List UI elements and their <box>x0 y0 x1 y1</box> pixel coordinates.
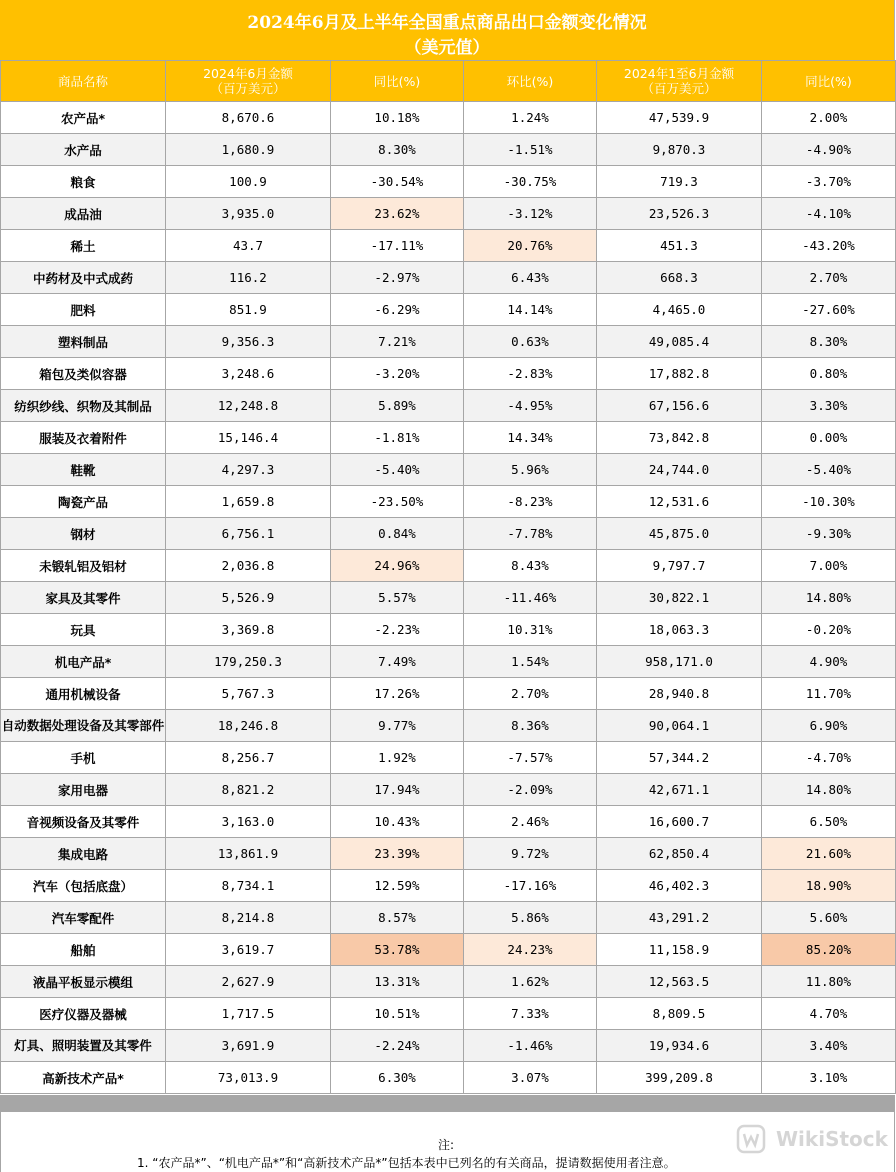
cell-jun-amount: 5,526.9 <box>166 582 331 614</box>
cell-jun-amount: 73,013.9 <box>166 1062 331 1094</box>
cell-jun-amount: 4,297.3 <box>166 454 331 486</box>
cell-name: 机电产品* <box>1 646 166 678</box>
cell-name: 音视频设备及其零件 <box>1 806 166 838</box>
cell-jun-mom: -11.46% <box>464 582 597 614</box>
header-row <box>1 61 896 102</box>
cell-h1-yoy: -27.60% <box>762 294 896 326</box>
table-row <box>1 358 896 390</box>
cell-jun-mom: 2.46% <box>464 806 597 838</box>
cell-jun-mom: 20.76% <box>464 230 597 262</box>
cell-name: 钢材 <box>1 518 166 550</box>
cell-jun-yoy: 10.18% <box>331 102 464 134</box>
cell-h1-amount: 42,671.1 <box>597 774 762 806</box>
cell-name: 水产品 <box>1 134 166 166</box>
watermark <box>736 1122 886 1158</box>
cell-jun-yoy: 17.26% <box>331 678 464 710</box>
cell-h1-yoy: 0.80% <box>762 358 896 390</box>
cell-h1-yoy: 21.60% <box>762 838 896 870</box>
cell-h1-amount: 73,842.8 <box>597 422 762 454</box>
cell-jun-yoy: 1.92% <box>331 742 464 774</box>
cell-h1-amount: 28,940.8 <box>597 678 762 710</box>
cell-h1-yoy: 14.80% <box>762 582 896 614</box>
cell-jun-yoy: -30.54% <box>331 166 464 198</box>
table-row <box>1 326 896 358</box>
cell-h1-amount: 451.3 <box>597 230 762 262</box>
cell-h1-yoy: -0.20% <box>762 614 896 646</box>
cell-h1-amount: 23,526.3 <box>597 198 762 230</box>
cell-name: 汽车零配件 <box>1 902 166 934</box>
table-row <box>1 422 896 454</box>
header-h1-amount: 2024年1至6月金额 （百万美元） <box>597 61 762 102</box>
table-row <box>1 678 896 710</box>
cell-jun-amount: 9,356.3 <box>166 326 331 358</box>
table-row <box>1 902 896 934</box>
cell-jun-mom: 6.43% <box>464 262 597 294</box>
cell-h1-yoy: 11.70% <box>762 678 896 710</box>
cell-jun-yoy: 7.49% <box>331 646 464 678</box>
cell-jun-mom: 14.34% <box>464 422 597 454</box>
table-row <box>1 710 896 742</box>
cell-jun-yoy: 7.21% <box>331 326 464 358</box>
header-jun-amount: 2024年6月金额 （百万美元） <box>166 61 331 102</box>
cell-h1-amount: 49,085.4 <box>597 326 762 358</box>
cell-name: 农产品* <box>1 102 166 134</box>
cell-h1-amount: 45,875.0 <box>597 518 762 550</box>
cell-name: 船舶 <box>1 934 166 966</box>
cell-jun-yoy: -5.40% <box>331 454 464 486</box>
cell-h1-amount: 62,850.4 <box>597 838 762 870</box>
cell-jun-amount: 43.7 <box>166 230 331 262</box>
cell-jun-mom: 7.33% <box>464 998 597 1030</box>
table-row <box>1 998 896 1030</box>
cell-h1-amount: 19,934.6 <box>597 1030 762 1062</box>
cell-jun-amount: 15,146.4 <box>166 422 331 454</box>
cell-h1-amount: 46,402.3 <box>597 870 762 902</box>
cell-h1-amount: 90,064.1 <box>597 710 762 742</box>
cell-name: 家用电器 <box>1 774 166 806</box>
cell-h1-yoy: -4.90% <box>762 134 896 166</box>
cell-jun-amount: 8,214.8 <box>166 902 331 934</box>
cell-h1-yoy: -10.30% <box>762 486 896 518</box>
cell-jun-yoy: 53.78% <box>331 934 464 966</box>
table-row <box>1 486 896 518</box>
cell-jun-mom: 5.96% <box>464 454 597 486</box>
cell-h1-yoy: 3.10% <box>762 1062 896 1094</box>
cell-jun-mom: 10.31% <box>464 614 597 646</box>
cell-jun-yoy: 17.94% <box>331 774 464 806</box>
header-h1-yoy: 同比(%) <box>762 61 896 102</box>
cell-name: 陶瓷产品 <box>1 486 166 518</box>
table-row <box>1 294 896 326</box>
cell-name: 汽车（包括底盘） <box>1 870 166 902</box>
cell-h1-amount: 24,744.0 <box>597 454 762 486</box>
export-table <box>0 60 896 1094</box>
cell-jun-mom: 0.63% <box>464 326 597 358</box>
notes-heading: 注: <box>438 1138 455 1152</box>
cell-jun-mom: 24.23% <box>464 934 597 966</box>
cell-h1-yoy: 4.70% <box>762 998 896 1030</box>
cell-jun-mom: -7.78% <box>464 518 597 550</box>
cell-jun-yoy: 12.59% <box>331 870 464 902</box>
cell-jun-yoy: -2.24% <box>331 1030 464 1062</box>
cell-h1-yoy: 0.00% <box>762 422 896 454</box>
cell-jun-mom: 14.14% <box>464 294 597 326</box>
cell-h1-yoy: -4.10% <box>762 198 896 230</box>
cell-h1-yoy: 11.80% <box>762 966 896 998</box>
cell-jun-mom: -7.57% <box>464 742 597 774</box>
cell-jun-yoy: 23.62% <box>331 198 464 230</box>
cell-name: 液晶平板显示模组 <box>1 966 166 998</box>
cell-jun-amount: 3,163.0 <box>166 806 331 838</box>
cell-jun-yoy: 10.43% <box>331 806 464 838</box>
cell-jun-mom: 1.24% <box>464 102 597 134</box>
cell-name: 集成电路 <box>1 838 166 870</box>
table-row <box>1 134 896 166</box>
cell-name: 粮食 <box>1 166 166 198</box>
cell-h1-amount: 57,344.2 <box>597 742 762 774</box>
cell-jun-mom: -17.16% <box>464 870 597 902</box>
cell-h1-amount: 17,882.8 <box>597 358 762 390</box>
title-line-1: 2024年6月及上半年全国重点商品出口金额变化情况 <box>247 13 647 33</box>
cell-jun-amount: 2,627.9 <box>166 966 331 998</box>
cell-jun-yoy: -6.29% <box>331 294 464 326</box>
cell-h1-yoy: 4.90% <box>762 646 896 678</box>
cell-jun-amount: 3,935.0 <box>166 198 331 230</box>
cell-h1-yoy: -4.70% <box>762 742 896 774</box>
cell-jun-yoy: 5.89% <box>331 390 464 422</box>
table-row <box>1 390 896 422</box>
cell-name: 通用机械设备 <box>1 678 166 710</box>
cell-h1-amount: 399,209.8 <box>597 1062 762 1094</box>
cell-name: 纺织纱线、织物及其制品 <box>1 390 166 422</box>
cell-jun-amount: 3,619.7 <box>166 934 331 966</box>
table-row <box>1 1030 896 1062</box>
cell-name: 手机 <box>1 742 166 774</box>
cell-jun-yoy: 13.31% <box>331 966 464 998</box>
title-line-2: （美元值） <box>404 38 490 58</box>
cell-jun-mom: 5.86% <box>464 902 597 934</box>
cell-name: 鞋靴 <box>1 454 166 486</box>
cell-jun-mom: 1.62% <box>464 966 597 998</box>
cell-jun-amount: 116.2 <box>166 262 331 294</box>
cell-h1-yoy: -43.20% <box>762 230 896 262</box>
header-name: 商品名称 <box>1 61 166 102</box>
cell-jun-yoy: -23.50% <box>331 486 464 518</box>
cell-name: 箱包及类似容器 <box>1 358 166 390</box>
cell-h1-yoy: 2.70% <box>762 262 896 294</box>
cell-jun-mom: -1.51% <box>464 134 597 166</box>
cell-name: 服装及衣着附件 <box>1 422 166 454</box>
header-jun-mom: 环比(%) <box>464 61 597 102</box>
cell-h1-amount: 719.3 <box>597 166 762 198</box>
cell-jun-mom: -1.46% <box>464 1030 597 1062</box>
cell-name: 塑料制品 <box>1 326 166 358</box>
table-row <box>1 806 896 838</box>
cell-jun-mom: -30.75% <box>464 166 597 198</box>
cell-jun-yoy: 0.84% <box>331 518 464 550</box>
cell-jun-amount: 3,369.8 <box>166 614 331 646</box>
cell-name: 高新技术产品* <box>1 1062 166 1094</box>
cell-jun-mom: 3.07% <box>464 1062 597 1094</box>
cell-h1-amount: 30,822.1 <box>597 582 762 614</box>
cell-jun-yoy: 5.57% <box>331 582 464 614</box>
cell-jun-yoy: 10.51% <box>331 998 464 1030</box>
cell-h1-yoy: 5.60% <box>762 902 896 934</box>
table-row <box>1 966 896 998</box>
cell-h1-amount: 9,870.3 <box>597 134 762 166</box>
cell-name: 中药材及中式成药 <box>1 262 166 294</box>
cell-jun-amount: 12,248.8 <box>166 390 331 422</box>
cell-h1-amount: 11,158.9 <box>597 934 762 966</box>
cell-jun-mom: -3.12% <box>464 198 597 230</box>
cell-h1-yoy: 3.30% <box>762 390 896 422</box>
cell-jun-amount: 1,680.9 <box>166 134 331 166</box>
cell-jun-mom: -8.23% <box>464 486 597 518</box>
cell-jun-yoy: -2.97% <box>331 262 464 294</box>
cell-h1-yoy: 8.30% <box>762 326 896 358</box>
cell-jun-mom: 8.43% <box>464 550 597 582</box>
cell-h1-amount: 668.3 <box>597 262 762 294</box>
cell-jun-mom: 2.70% <box>464 678 597 710</box>
cell-jun-yoy: -3.20% <box>331 358 464 390</box>
cell-jun-yoy: -1.81% <box>331 422 464 454</box>
cell-jun-amount: 1,717.5 <box>166 998 331 1030</box>
cell-name: 肥料 <box>1 294 166 326</box>
separator-band <box>0 1095 895 1112</box>
table-row <box>1 870 896 902</box>
table-row <box>1 774 896 806</box>
table-row <box>1 454 896 486</box>
cell-h1-yoy: 6.90% <box>762 710 896 742</box>
cell-h1-amount: 12,531.6 <box>597 486 762 518</box>
cell-jun-amount: 8,670.6 <box>166 102 331 134</box>
cell-jun-yoy: -2.23% <box>331 614 464 646</box>
cell-h1-amount: 16,600.7 <box>597 806 762 838</box>
cell-h1-amount: 67,156.6 <box>597 390 762 422</box>
table-row <box>1 230 896 262</box>
cell-name: 玩具 <box>1 614 166 646</box>
cell-name: 医疗仪器及器械 <box>1 998 166 1030</box>
cell-jun-yoy: 24.96% <box>331 550 464 582</box>
table-row <box>1 102 896 134</box>
table-row <box>1 838 896 870</box>
cell-jun-mom: -4.95% <box>464 390 597 422</box>
header-jun-yoy: 同比(%) <box>331 61 464 102</box>
table-row <box>1 742 896 774</box>
cell-h1-yoy: -5.40% <box>762 454 896 486</box>
cell-h1-amount: 8,809.5 <box>597 998 762 1030</box>
cell-jun-yoy: 8.30% <box>331 134 464 166</box>
cell-jun-yoy: -17.11% <box>331 230 464 262</box>
table-row <box>1 166 896 198</box>
cell-name: 稀土 <box>1 230 166 262</box>
cell-h1-amount: 9,797.7 <box>597 550 762 582</box>
cell-jun-amount: 8,734.1 <box>166 870 331 902</box>
cell-jun-amount: 3,691.9 <box>166 1030 331 1062</box>
cell-h1-amount: 18,063.3 <box>597 614 762 646</box>
cell-jun-amount: 5,767.3 <box>166 678 331 710</box>
cell-jun-amount: 6,756.1 <box>166 518 331 550</box>
cell-h1-amount: 12,563.5 <box>597 966 762 998</box>
table-row <box>1 934 896 966</box>
table-row <box>1 262 896 294</box>
cell-jun-mom: 1.54% <box>464 646 597 678</box>
cell-jun-yoy: 9.77% <box>331 710 464 742</box>
cell-jun-amount: 179,250.3 <box>166 646 331 678</box>
watermark-text: WikiStock <box>776 1127 888 1151</box>
cell-h1-yoy: 6.50% <box>762 806 896 838</box>
table-row <box>1 614 896 646</box>
cell-name: 成品油 <box>1 198 166 230</box>
table-row <box>1 518 896 550</box>
cell-h1-yoy: -9.30% <box>762 518 896 550</box>
cell-jun-yoy: 8.57% <box>331 902 464 934</box>
cell-jun-mom: 8.36% <box>464 710 597 742</box>
table-row <box>1 1062 896 1094</box>
table-row <box>1 582 896 614</box>
cell-name: 灯具、照明装置及其零件 <box>1 1030 166 1062</box>
cell-name: 未锻轧铝及铝材 <box>1 550 166 582</box>
table-row <box>1 198 896 230</box>
cell-jun-amount: 8,256.7 <box>166 742 331 774</box>
cell-h1-yoy: 14.80% <box>762 774 896 806</box>
cell-h1-yoy: 18.90% <box>762 870 896 902</box>
cell-h1-amount: 958,171.0 <box>597 646 762 678</box>
cell-h1-yoy: 2.00% <box>762 102 896 134</box>
cell-jun-amount: 3,248.6 <box>166 358 331 390</box>
table-row <box>1 646 896 678</box>
cell-h1-yoy: 85.20% <box>762 934 896 966</box>
cell-h1-amount: 47,539.9 <box>597 102 762 134</box>
cell-jun-mom: -2.09% <box>464 774 597 806</box>
cell-jun-mom: 9.72% <box>464 838 597 870</box>
cell-name: 自动数据处理设备及其零部件 <box>1 710 166 742</box>
cell-h1-yoy: -3.70% <box>762 166 896 198</box>
cell-jun-amount: 18,246.8 <box>166 710 331 742</box>
cell-jun-amount: 8,821.2 <box>166 774 331 806</box>
cell-h1-amount: 43,291.2 <box>597 902 762 934</box>
table-title <box>0 0 895 60</box>
cell-jun-amount: 1,659.8 <box>166 486 331 518</box>
cell-jun-mom: -2.83% <box>464 358 597 390</box>
cell-jun-yoy: 6.30% <box>331 1062 464 1094</box>
cell-h1-yoy: 7.00% <box>762 550 896 582</box>
cell-jun-amount: 100.9 <box>166 166 331 198</box>
cell-h1-yoy: 3.40% <box>762 1030 896 1062</box>
cell-jun-amount: 851.9 <box>166 294 331 326</box>
cell-jun-amount: 13,861.9 <box>166 838 331 870</box>
cell-name: 家具及其零件 <box>1 582 166 614</box>
table-row <box>1 550 896 582</box>
wikistock-logo-icon <box>736 1124 766 1154</box>
cell-jun-yoy: 23.39% <box>331 838 464 870</box>
cell-h1-amount: 4,465.0 <box>597 294 762 326</box>
cell-jun-amount: 2,036.8 <box>166 550 331 582</box>
notes-line-1: 1. “农产品*”、“机电产品*”和“高新技术产品*”包括本表中已列名的有关商品，提请数据使用者注意。 <box>137 1156 676 1170</box>
